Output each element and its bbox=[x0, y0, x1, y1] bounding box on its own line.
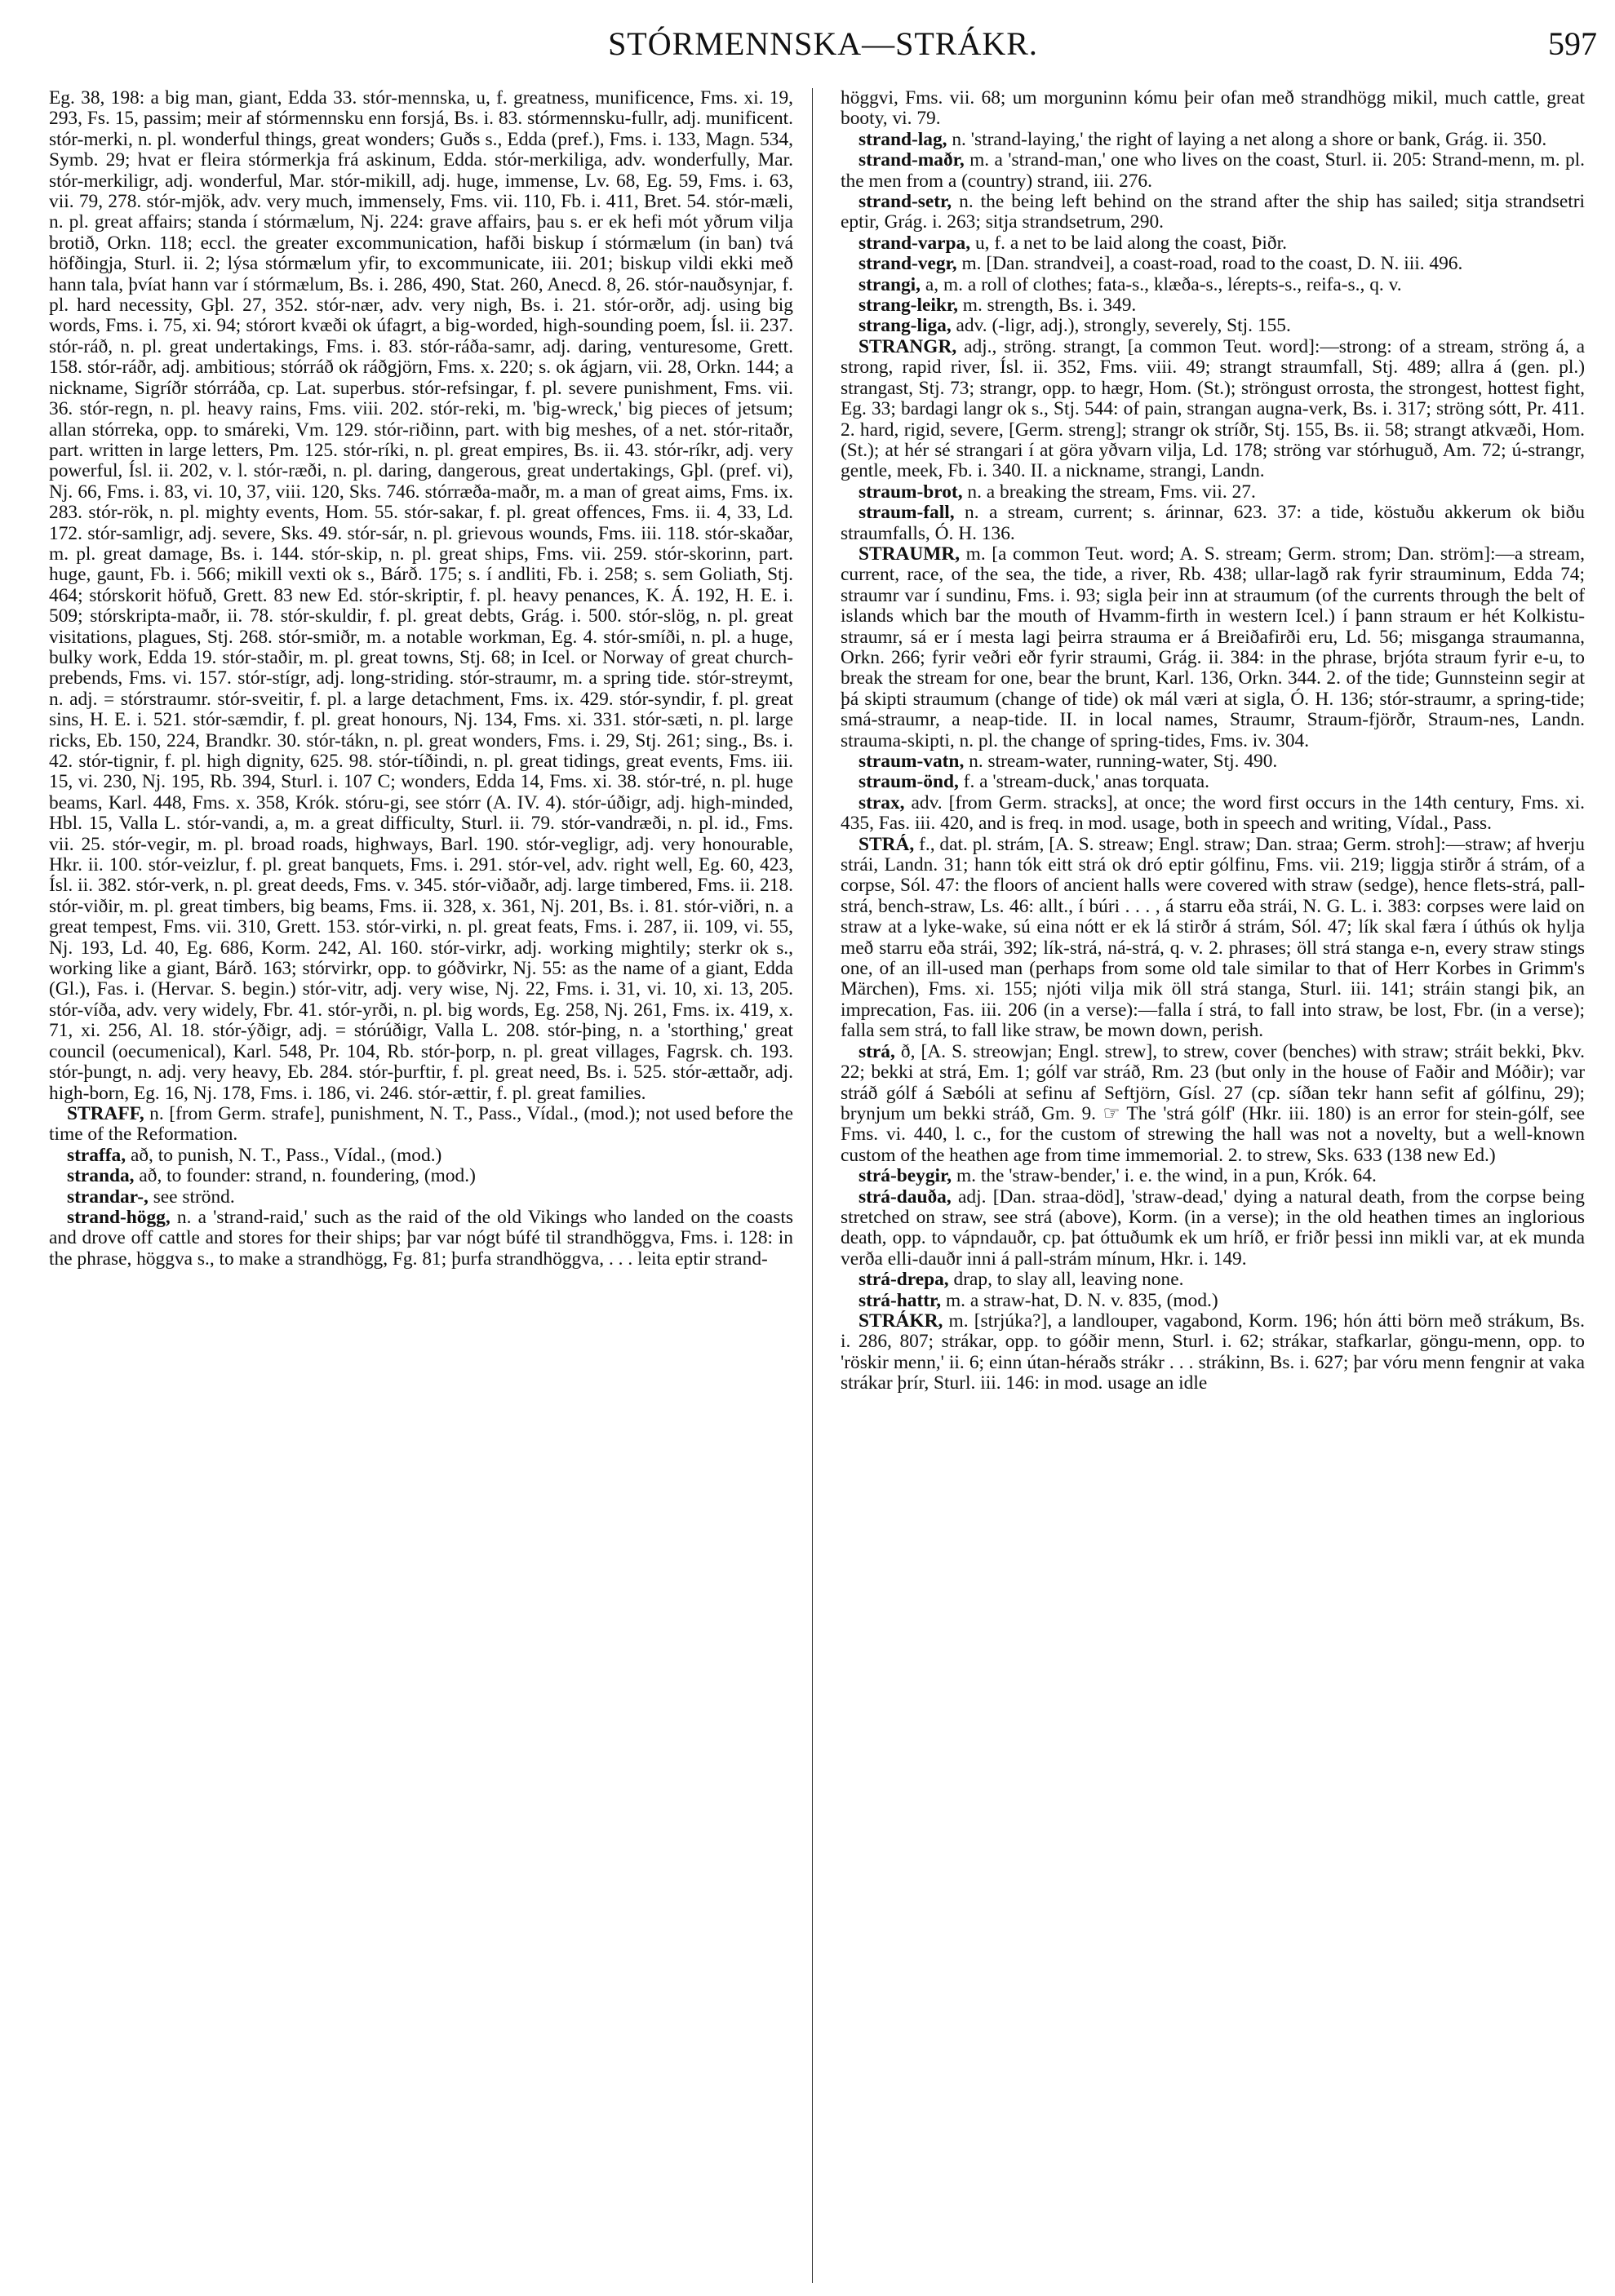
entry-text: n. the being left behind on the strand after the ship has sailed; sitja strandsetri eptir, Grág. i. 263; sitja strandsetrum, 290. bbox=[841, 191, 1585, 233]
dictionary-entry bbox=[841, 130, 1585, 150]
headword: strand-setr, bbox=[859, 191, 952, 213]
dictionary-entry bbox=[49, 88, 793, 1104]
entry-text: n. a stream, current; s. árinnar, 623. 37: a tide, köstuðu akkerum ok biðu straumfalls, Ó. H. 136. bbox=[841, 502, 1585, 544]
running-title: STÓRMENNSKA—STRÁKR. bbox=[608, 25, 1038, 62]
headword: straum-önd, bbox=[859, 771, 959, 793]
entry-text: m. [strjúka?], a landlouper, vagabond, Korm. 196; hón átti börn með strákum, Bs. i. 286, 807; strákar, opp. to góðir menn, Sturl. i. 62; strákar, stafkarlar, göngu-menn, opp. to 'röskir menn,' ii. 6; einn útan-héraðs strákr . . . strákinn, Bs. i. 627; þar vóru menn fengnir at vaka strákar þrír, Sturl. iii. 146: in mod. usage an idle bbox=[841, 1310, 1585, 1394]
left-column bbox=[49, 88, 793, 2283]
entry-text: adv. (-ligr, adj.), strongly, severely, Stj. 155. bbox=[951, 315, 1291, 337]
headword: strá-drepa, bbox=[859, 1269, 949, 1291]
headword: STRAFF, bbox=[67, 1102, 144, 1124]
headword: strand-maðr, bbox=[859, 149, 965, 171]
entry-text: m. a 'strand-man,' one who lives on the coast, Sturl. ii. 205: Strand-menn, m. pl. the men from a (country) strand, iii. 276. bbox=[841, 149, 1585, 192]
dictionary-entry bbox=[841, 482, 1585, 503]
dictionary-entry bbox=[841, 503, 1585, 544]
entry-text: adv. [from Germ. stracks], at once; the word first occurs in the 14th century, Fms. xi. 435, Fas. iii. 420, and is freq. in mod. usage, both in speech and writing, Vídal., Pass. bbox=[841, 791, 1585, 835]
dictionary-entry bbox=[841, 1042, 1585, 1166]
dictionary-entry bbox=[841, 192, 1585, 233]
entry-text: m. [a common Teut. word; A. S. stream; Germ. strom; Dan. ström]:—a stream, current, race, of the sea, the tide, a river, Rb. 438; ullar-lagð rak fyrir strauminum, Edda 74; straumr var í sundinu, Fms. i. 93; sigla þeir inn at straumum (of the currents through the belt of islands which bar the mouth of Hvamm-firth in western Icel.) í þann straum er hét Kolkistu-straumr, sá er í mesta lagi þeirra strauma er á Breiðafirði eru, Ld. 56; misganga straumanna, Orkn. 266; fyrir veðri eðr fyrir straumi, Grág. ii. 384: in the phrase, brjóta straum fyrir e-u, to break the stream for one, bear the brunt, Karl. 136, Orkn. 344. 2. of the tide; Gunnsteinn segir at þá skipti straumum (change of tide) ok mál væri at sigla, Ó. H. 136; stór-straumr, a spring-tide; smá-straumr, a neap-tide. II. in local names, Straumr, Straum-fjörðr, Straum-nes, Landn. strauma-skipti, n. pl. the change of spring-tides, Fms. iv. 304. bbox=[841, 543, 1585, 751]
entry-text: n. stream-water, running-water, Stj. 490. bbox=[964, 751, 1278, 772]
headword: strandar-, bbox=[67, 1186, 149, 1208]
headword: strangi, bbox=[859, 273, 921, 295]
entry-text: höggvi, Fms. vii. 68; um morguninn kómu þeir ofan með strandhögg mikil, much cattle, great booty, vi. 79. bbox=[841, 88, 1585, 130]
entry-text: Eg. 38, 198: a big man, giant, Edda 33. stór-mennska, u, f. greatness, munificence, Fms. xi. 19, 293, Fs. 15, passim; meir af stórmennsku enn forsjá, Bs. i. 83. stórmennsku-fullr, adj. munificent. stór-merki, n. pl. wonderful things, great wonders; Guðs s., Edda (pref.), Fms. i. 133, Magn. 534, Symb. 29; hvat er fleira stórmerkja frá askinum, Edda. stór-merkiliga, adv. wonderfully, Mar. stór-merkiligr, adj. wonderful, Mar. stór-mikill, adj. huge, immense, Lv. 68, Eg. 59, Fms. i. 63, vii. 79, 278. stór-mjök, adv. very much, immensely, Fms. vii. 110, Fb. i. 411, Bret. 54. stór-mæli, n. pl. great affairs; standa í stórmælum, Nj. 224: grave affairs, þau s. er ek hefi mót yðrum vilja brotið, Orkn. 118; eccl. the greater excommunication, hafði biskup í stórmælum (in ban) tvá höfðingja, Sturl. ii. 2; lýsa stórmælum yfir, to excommunicate, iii. 201; biskup vildi ekki með hann tala, þvíat hann var í stórmælum, Bs. i. 286, 490, Stat. 260, Anecd. 8, 26. stór-nauðsynjar, f. pl. hard necessity, Gþl. 27, 352. stór-nær, adv. very nigh, Bs. i. 21. stór-orðr, adj. using big words, Fms. i. 75, xi. 94; stórort kvæði ok úfagrt, a big-worded, high-sounding poem, Ísl. ii. 237. stór-ráð, n. pl. great undertakings, Fms. i. 83. stór-ráða-samr, adj. daring, venturesome, Grett. 158. stór-ráðr, adj. ambitious; stórráð ok ráðgjörn, Fms. x. 220; s. ok ágjarn, vii. 28, Orkn. 144; a nickname, Sigríðr stórráða, cp. Lat. superbus. stór-refsingar, f. pl. severe punishment, Fms. vii. 36. stór-regn, n. pl. heavy rains, Fms. viii. 202. stór-reki, m. 'big-wreck,' big pieces of jetsum; allan stórreka, opp. to smáreki, Vm. 129. stór-riðinn, part. with big meshes, of a net. stór-ritaðr, part. written in large letters, Pm. 125. stór-ríki, n. pl. great empires, Bs. ii. 43. stór-ríkr, adj. very powerful, Ísl. ii. 202, v. l. stór-ræði, n. pl. daring, dangerous, great undertakings, Gþl. (pref. vi), Nj. 66, Fms. i. 83, vi. 10, 37, viii. 120, Sks. 746. stórræða-maðr, m. a man of great aims, Fms. ix. 283. stór-rök, n. pl. mighty events, Hom. 55. stór-sakar, f. pl. great offences, Fms. ii. 4, 33, Ld. 172. stór-samligr, adj. severe, Sks. 49. stór-sár, n. pl. grievous wounds, Fms. iii. 118. stór-skaðar, m. pl. great damage, Bs. i. 144. stór-skip, n. pl. great ships, Fms. vii. 259. stór-skorinn, part. huge, gaunt, Fb. i. 566; mikill vexti ok s., Bárð. 175; s. í andliti, Fb. i. 258; s. sem Goliath, Stj. 464; stórskorit höfuð, Grett. 83 new Ed. stór-skriptir, f. pl. heavy penances, K. Á. 192, H. E. i. 509; stórskripta-maðr, ii. 78. stór-skuldir, f. pl. great debts, Grág. i. 500. stór-slög, n. pl. great visitations, plagues, Stj. 268. stór-smiðr, m. a notable workman, Eg. 4. stór-smíði, n. pl. a huge, bulky work, Edda 19. stór-staðir, m. pl. great towns, Stj. 68; in Icel. or Norway of great church-prebends, Fms. vi. 157. stór-stígr, adj. long-striding. stór-straumr, m. a spring tide. stór-streymt, n. adj. = stórstraumr. stór-sveitir, f. pl. a large detachment, Fms. ix. 429. stór-syndir, f. pl. great sins, H. E. i. 521. stór-sæmdir, f. pl. great honours, Nj. 134, Fms. xi. 331. stór-sæti, n. pl. large ricks, Eb. 150, 224, Brandkr. 30. stór-tákn, n. pl. great wonders, Fms. i. 29, Stj. 261; sing., Bs. i. 42. stór-tignir, f. pl. high dignity, 625. 98. stór-tíðindi, n. pl. great tidings, great events, Fms. iii. 15, vi. 230, Nj. 195, Rb. 394, Sturl. i. 107 C; wonders, Edda 14, Fms. xi. 38. stór-tré, n. pl. huge beams, Karl. 448, Fms. x. 358, Krók. stóru-gi, see stórr (A. IV. 4). stór-úðigr, adj. high-minded, Hbl. 15, Valla L. stór-vandi, a, m. a great difficulty, Sturl. ii. 79. stór-vandræði, n. pl. id., Fms. vii. 25. stór-vegir, m. pl. broad roads, highways, Barl. 190. stór-vegligr, adj. very honourable, Hkr. ii. 100. stór-veizlur, f. pl. great banquets, Fms. i. 291. stór-vel, adv. right well, Eg. 60, 423, Ísl. ii. 382. stór-verk, n. pl. great deeds, Fms. v. 345. stór-viðaðr, adj. large timbered, Fms. ii. 218. stór-viðir, m. pl. great timbers, big beams, Fms. ii. 328, x. 361, Nj. 201, Bs. i. 81. stór-viðri, n. a great tempest, Fms. vii. 310, Grett. 153. stór-virki, n. pl. great feats, Fms. i. 287, ii. 109, vi. 55, Nj. 193, Ld. 40, Eg. 686, Korm. 242, Al. 160. stór-virkr, adj. working mightily; sterkr ok s., working like a giant, Bárð. 163; stórvirkr, opp. to góðvirkr, Nj. 55: as the name of a giant, Edda (Gl.), Fas. i. (Hervar. S. begin.) stór-vitr, adj. very wise, Nj. 22, Fms. i. 31, vi. 10, xi. 13, 205. stór-víða, adv. very widely, Fbr. 41. stór-yrði, n. pl. big words, Eg. 258, Nj. 261, Fms. ix. 419, x. 71, xi. 256, Al. 18. stór-ýðigr, adj. = stórúðigr, Valla L. 208. stór-þing, n. a 'storthing,' great council (oecumenical), Karl. 548, Pr. 104, Rb. stór-þorp, n. pl. great villages, Fagrsk. ch. 193. stór-þungt, n. adj. very heavy, Eb. 284. stór-þurftir, f. pl. great need, Bs. i. 525. stór-ættaðr, adj. high-born, Eg. 16, Nj. 178, Fms. i. 186, vi. 246. stór-ættir, f. pl. great families. bbox=[49, 88, 793, 1104]
headword: strá-dauða, bbox=[859, 1186, 952, 1208]
headword: strand-högg, bbox=[67, 1206, 171, 1228]
headword: strand-varpa, bbox=[859, 232, 971, 254]
dictionary-entry bbox=[49, 1104, 793, 1146]
entry-text: f. a 'stream-duck,' anas torquata. bbox=[958, 771, 1209, 793]
headword: straffa, bbox=[67, 1144, 126, 1166]
entry-text: n. 'strand-laying,' the right of laying a net along a shore or bank, Grág. ii. 350. bbox=[947, 128, 1547, 150]
dictionary-entry bbox=[841, 150, 1585, 192]
dictionary-entry bbox=[841, 544, 1585, 751]
entry-text: n. [from Germ. strafe], punishment, N. T., Pass., Vídal., (mod.); not used before the time of the Reformation. bbox=[49, 1102, 793, 1146]
entry-text: a, m. a roll of clothes; fata-s., klæða-s., lérepts-s., reifa-s., q. v. bbox=[921, 273, 1402, 295]
dictionary-entry bbox=[841, 1270, 1585, 1290]
dictionary-entry bbox=[841, 1187, 1585, 1270]
entry-text: að, to founder: strand, n. foundering, (mod.) bbox=[134, 1165, 476, 1187]
headword: strang-liga, bbox=[859, 315, 952, 337]
headword: straum-brot, bbox=[859, 481, 963, 503]
entry-text: u, f. a net to be laid along the coast, Þiðr. bbox=[970, 232, 1287, 254]
headword: strá, bbox=[859, 1040, 895, 1062]
entry-text: drap, to slay all, leaving none. bbox=[948, 1269, 1184, 1291]
dictionary-entry bbox=[841, 1311, 1585, 1394]
headword: straum-fall, bbox=[859, 502, 955, 524]
headword: strax, bbox=[859, 791, 905, 813]
entry-text: m. the 'straw-bender,' i. e. the wind, in a pun, Krók. 64. bbox=[952, 1165, 1377, 1187]
dictionary-entry bbox=[841, 835, 1585, 1042]
dictionary-entry bbox=[49, 1166, 793, 1186]
page-header bbox=[49, 24, 1597, 65]
entry-text: ð, [A. S. streowjan; Engl. strew], to strew, cover (benches) with straw; stráit bekki, Þkv. 22; bekki at strá, Em. 1; gólf var stráð, Rm. 23 (but only in the house of Faðir and Móðir); var stráð gólf á Sæbóli at sefinu af Seftjörn, Gísl. 27 (cp. síðan tekr hann sefit af gólfinu, 29); brynjum um bekki stráð, Gm. 9. ☞ The 'strá gólf' (Hkr. iii. 180) is an error for stein-gólf, see Fms. vi. 440, l. c., for the custom of strewing the hall was not a novelty, but a well-known custom of the heathen age from time immemorial. 2. to strew, Sks. 633 (138 new Ed.) bbox=[841, 1040, 1585, 1166]
headword: strand-lag, bbox=[859, 128, 947, 150]
dictionary-entry bbox=[841, 772, 1585, 792]
dictionary-entry bbox=[841, 1166, 1585, 1186]
dictionary-entry bbox=[841, 316, 1585, 336]
dictionary-entry bbox=[841, 751, 1585, 772]
entry-text: að, to punish, N. T., Pass., Vídal., (mod.) bbox=[126, 1144, 442, 1166]
page-number: 597 bbox=[1548, 25, 1597, 62]
headword: strá-hattr, bbox=[859, 1289, 942, 1311]
dictionary-entry bbox=[49, 1187, 793, 1208]
column-divider bbox=[812, 88, 813, 2283]
dictionary-entry bbox=[841, 233, 1585, 254]
dictionary-entry bbox=[841, 275, 1585, 295]
dictionary-entry bbox=[841, 1291, 1585, 1311]
entry-text: n. a 'strand-raid,' such as the raid of the old Vikings who landed on the coasts and drove off cattle and stores for their ships; þar var nógt búfé til strandhöggva, Fms. i. 128: in the phrase, höggva s., to make a strandhögg, Fg. 81; þurfa strandhöggva, . . . leita eptir strand- bbox=[49, 1206, 793, 1270]
dictionary-entry bbox=[49, 1146, 793, 1166]
entry-text: f., dat. pl. strám, [A. S. streaw; Engl. straw; Dan. straa; Germ. stroh]:—straw; af hverju strái, Landn. 31; hann tók eitt strá ok dró eptir gólfinu, Fms. vii. 219; liggja stirðr á strám, of a corpse, Sól. 47: the floors of ancient halls were covered with straw (sedge), hence flets-strá, pall-strá, bench-straw, Ls. 46: allt., í búri . . . , á starru eða strái, N. G. L. i. 383: corpses were laid on straw at a lyke-wake, sú eina nótt er ek lá stirðr á strám, Sól. 47; lík skal færa í úthús ok hylja með starru eða strái, 392; lík-strá, ná-strá, q. v. 2. phrases; öll strá stanga e-n, every straw stings one, of an ill-used man (perhaps from some old tale similar to that of Herr Korbes in Grimm's Märchen), Fms. xi. 155; njóti vilja mik öll strá stanga, Sturl. iii. 141; stráin stangi þik, an imprecation, Fas. iii. 206 (in a verse):—falla í strá, to fall into straw, be lost, Fbr. (in a verse); falla sem strá, to fall like straw, be mown down, perish. bbox=[841, 833, 1585, 1042]
entry-text: n. a breaking the stream, Fms. vii. 27. bbox=[962, 481, 1256, 503]
dictionary-entry bbox=[841, 88, 1585, 130]
headword: straum-vatn, bbox=[859, 751, 965, 772]
dictionary-entry bbox=[841, 295, 1585, 316]
headword: stranda, bbox=[67, 1165, 135, 1187]
headword: strá-beygir, bbox=[859, 1165, 952, 1187]
entry-text: see strönd. bbox=[148, 1186, 235, 1208]
headword: STRANGR, bbox=[859, 335, 957, 357]
dictionary-entry bbox=[841, 254, 1585, 274]
entry-text: adj., ströng. strangt, [a common Teut. word]:—strong: of a stream, ströng á, a strong, rapid river, Ísl. ii. 352, Fms. viii. 49; strangt straumfall, Stj. 489; allra á (gen. pl.) strangast, Stj. 73; strangr, opp. to hægr, Hom. (St.); ströngust orrosta, the strongest, hottest fight, Eg. 33; bardagi langr ok s., Stj. 544: of pain, strangan augna-verk, Bs. i. 317; ströng sótt, Pr. 411. 2. hard, rigid, severe, [Germ. streng]; strangr ok stríðr, Stj. 155, Bs. ii. 58; strangt atkvæði, Hom. (St.); at hér sé strangari í at göra yðvarn vilja, Ld. 178; ströng var stórhuguð, Am. 72; ú-strangr, gentle, meek, Fb. i. 340. II. a nickname, strangi, Landn. bbox=[841, 335, 1585, 482]
entry-text: m. strength, Bs. i. 349. bbox=[957, 295, 1137, 317]
headword: strand-vegr, bbox=[859, 253, 957, 275]
entry-text: m. [Dan. strandvei], a coast-road, road to the coast, D. N. iii. 496. bbox=[956, 253, 1463, 275]
dictionary-entry bbox=[841, 337, 1585, 482]
right-column bbox=[841, 88, 1585, 2283]
headword: STRÁ, bbox=[859, 833, 915, 855]
headword: STRAUMR, bbox=[859, 543, 961, 565]
dictionary-entry bbox=[49, 1208, 793, 1270]
headword: STRÁKR, bbox=[859, 1310, 943, 1332]
headword: strang-leikr, bbox=[859, 295, 958, 317]
dictionary-entry bbox=[841, 793, 1585, 835]
entry-text: m. a straw-hat, D. N. v. 835, (mod.) bbox=[941, 1289, 1218, 1311]
entry-text: adj. [Dan. straa-död], 'straw-dead,' dying a natural death, from the corpse being stretched on straw, see strá (above), Korm. (in a verse); in the old heathen times an inglorious death, opp. to vápndauðr, cp. þat óttuðumk ek um hríð, er friðr þessi inn mikli var, at ek munda verða elli-dauðr inni á pall-strám mínum, Hkr. i. 149. bbox=[841, 1186, 1585, 1270]
